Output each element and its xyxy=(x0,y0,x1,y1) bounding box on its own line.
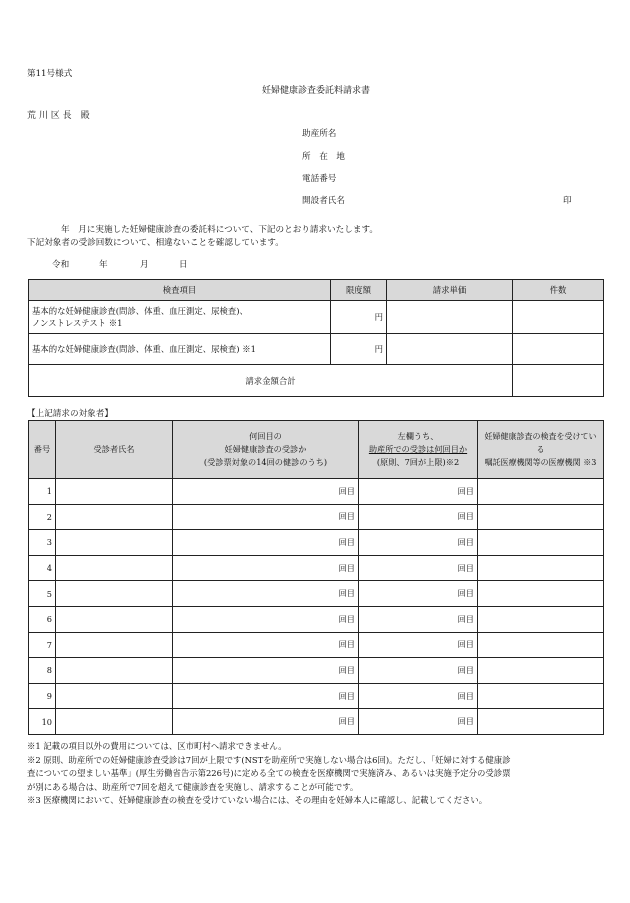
row-midwife-cell[interactable]: 回目 xyxy=(359,658,478,684)
billing-count-nst[interactable] xyxy=(513,301,604,334)
header-midwife xyxy=(359,421,478,479)
billing-limit-basic: 円 xyxy=(331,334,387,365)
row-midwife-cell[interactable]: 回目 xyxy=(359,581,478,607)
row-number: 5 xyxy=(29,581,56,607)
header-unit-price: 請求単価 xyxy=(387,280,513,301)
row-hospital-cell[interactable] xyxy=(478,530,604,556)
row-midwife-cell[interactable]: 回目 xyxy=(359,530,478,556)
row-midwife-cell[interactable]: 回目 xyxy=(359,504,478,530)
table-row xyxy=(29,479,604,505)
billing-row-basic xyxy=(29,334,604,365)
row-midwife-cell[interactable]: 回目 xyxy=(359,606,478,632)
header-hospital-line2: 嘱託医療機関等の医療機関 ※3 xyxy=(484,458,597,467)
row-name-cell[interactable] xyxy=(56,683,173,709)
note-2-line1: ※2 原則、助産所での妊婦健康診査受診は7回が上限です(NSTを助産所で実施しない場合は6回)。ただし、「妊婦に対する健康診 xyxy=(27,754,511,765)
note-2-line3: が別にある場合は、助産所で7回を超えて健康診査を実施し、請求することが可能です。 xyxy=(27,781,359,792)
form-number: 第11号様式 xyxy=(27,69,73,79)
note-1: ※1 記載の項目以外の費用については、区市町村へ請求できません。 xyxy=(27,741,287,751)
row-hospital-cell[interactable] xyxy=(478,606,604,632)
row-name-cell[interactable] xyxy=(56,632,173,658)
row-number: 8 xyxy=(29,658,56,684)
row-number: 2 xyxy=(29,504,56,530)
row-hospital-cell[interactable] xyxy=(478,658,604,684)
header-visit-line2: 妊婦健康診査の受診か xyxy=(224,444,307,454)
row-number: 7 xyxy=(29,632,56,658)
date-month: 月 xyxy=(140,260,149,270)
row-visit-cell[interactable]: 回目 xyxy=(173,709,359,735)
row-hospital-cell[interactable] xyxy=(478,479,604,505)
target-table-body xyxy=(29,479,604,735)
row-hospital-cell[interactable] xyxy=(478,709,604,735)
row-hospital-cell[interactable] xyxy=(478,555,604,581)
note-2-line2: 査についての望ましい基準」(厚生労働省告示第226号)に定める全ての検査を医療機関で実施済み、あるいは実施予定分の受診票 xyxy=(27,768,511,778)
date-day: 日 xyxy=(179,260,188,270)
header-midwife-line3: (原則、7回が上限)※2 xyxy=(376,457,460,467)
header-visit xyxy=(173,421,359,479)
row-number: 3 xyxy=(29,530,56,556)
row-visit-cell[interactable]: 回目 xyxy=(173,606,359,632)
row-visit-cell[interactable]: 回目 xyxy=(173,530,359,556)
addressee: 荒 川 区 長 殿 xyxy=(27,111,90,121)
billing-item-basic: 基本的な妊婦健康診査(問診、体重、血圧測定、尿検査) ※1 xyxy=(29,334,331,365)
billing-count-basic[interactable] xyxy=(513,334,604,365)
billing-unit-price-basic[interactable] xyxy=(387,334,513,365)
row-visit-cell[interactable]: 回目 xyxy=(173,581,359,607)
billing-total-value[interactable] xyxy=(513,365,604,397)
office-name-label: 助産所名 xyxy=(302,129,337,139)
table-row xyxy=(29,683,604,709)
row-midwife-cell[interactable]: 回目 xyxy=(359,555,478,581)
table-row xyxy=(29,658,604,684)
billing-item-nst-line2: ノンストレステスト ※1 xyxy=(32,318,123,328)
row-hospital-cell[interactable] xyxy=(478,504,604,530)
row-name-cell[interactable] xyxy=(56,709,173,735)
billing-item-nst xyxy=(29,301,331,334)
row-hospital-cell[interactable] xyxy=(478,683,604,709)
seal-mark: 印 xyxy=(563,196,572,206)
date-year: 年 xyxy=(99,260,108,270)
row-visit-cell[interactable]: 回目 xyxy=(173,658,359,684)
row-midwife-cell[interactable]: 回目 xyxy=(359,709,478,735)
header-midwife-line2: 助産所での受診は何回目か xyxy=(368,444,468,454)
header-number: 番号 xyxy=(29,421,56,479)
table-row xyxy=(29,504,604,530)
billing-row-nst xyxy=(29,301,604,334)
note-3: ※3 医療機関において、妊婦健康診査の検査を受けていない場合には、その理由を妊婦本人に確認し、記載してください。 xyxy=(27,795,488,805)
row-visit-cell[interactable]: 回目 xyxy=(173,555,359,581)
row-name-cell[interactable] xyxy=(56,530,173,556)
target-table xyxy=(28,420,604,735)
row-name-cell[interactable] xyxy=(56,479,173,505)
document-title: 妊婦健康診査委託料請求書 xyxy=(262,86,371,96)
header-hospital-line1: 妊婦健康診査の検査を受けている xyxy=(484,432,597,454)
row-hospital-cell[interactable] xyxy=(478,581,604,607)
header-hospital xyxy=(478,421,604,479)
row-number: 10 xyxy=(29,709,56,735)
header-limit: 限度額 xyxy=(331,280,387,301)
row-number: 9 xyxy=(29,683,56,709)
table-row xyxy=(29,555,604,581)
table-row xyxy=(29,530,604,556)
body-text-line2: 下記対象者の受診回数について、相違ないことを確認しています。 xyxy=(27,238,284,248)
row-name-cell[interactable] xyxy=(56,606,173,632)
phone-label: 電話番号 xyxy=(302,174,337,184)
header-item: 検査項目 xyxy=(29,280,331,301)
date-era: 令和 xyxy=(52,260,70,270)
row-midwife-cell[interactable]: 回目 xyxy=(359,479,478,505)
row-name-cell[interactable] xyxy=(56,581,173,607)
row-number: 6 xyxy=(29,606,56,632)
body-text-line1: 年 月に実施した妊婦健康診査の委託料について、下記のとおり請求いたします。 xyxy=(61,225,378,235)
target-table-header xyxy=(29,421,604,479)
row-visit-cell[interactable]: 回目 xyxy=(173,632,359,658)
table-row xyxy=(29,632,604,658)
target-section-label: 【上記請求の対象者】 xyxy=(27,409,113,419)
row-number: 4 xyxy=(29,555,56,581)
row-midwife-cell[interactable]: 回目 xyxy=(359,683,478,709)
billing-table xyxy=(28,279,604,397)
row-visit-cell[interactable]: 回目 xyxy=(173,479,359,505)
table-row xyxy=(29,581,604,607)
header-count: 件数 xyxy=(513,280,604,301)
billing-limit-nst: 円 xyxy=(331,301,387,334)
table-row xyxy=(29,606,604,632)
founder-name-label: 開設者氏名 xyxy=(302,196,345,206)
billing-total-label: 請求金額合計 xyxy=(29,365,513,397)
header-midwife-line1: 左欄うち、 xyxy=(397,431,439,441)
row-number: 1 xyxy=(29,479,56,505)
row-name-cell[interactable] xyxy=(56,504,173,530)
row-hospital-cell[interactable] xyxy=(478,632,604,658)
row-midwife-cell[interactable]: 回目 xyxy=(359,632,478,658)
notes-section xyxy=(27,740,605,808)
row-name-cell[interactable] xyxy=(56,658,173,684)
billing-unit-price-nst[interactable] xyxy=(387,301,513,334)
billing-table-header xyxy=(29,280,604,301)
header-visit-line3: (受診票対象の14回の健診のうち) xyxy=(203,457,328,467)
row-visit-cell[interactable]: 回目 xyxy=(173,683,359,709)
header-visit-line1: 何回目の xyxy=(249,431,282,441)
billing-total-row xyxy=(29,365,604,397)
row-name-cell[interactable] xyxy=(56,555,173,581)
address-label: 所 在 地 xyxy=(302,152,345,162)
row-visit-cell[interactable]: 回目 xyxy=(173,504,359,530)
billing-item-nst-line1: 基本的な妊婦健康診査(問診、体重、血圧測定、尿検査)、 xyxy=(32,306,248,316)
header-name: 受診者氏名 xyxy=(56,421,173,479)
table-row xyxy=(29,709,604,735)
